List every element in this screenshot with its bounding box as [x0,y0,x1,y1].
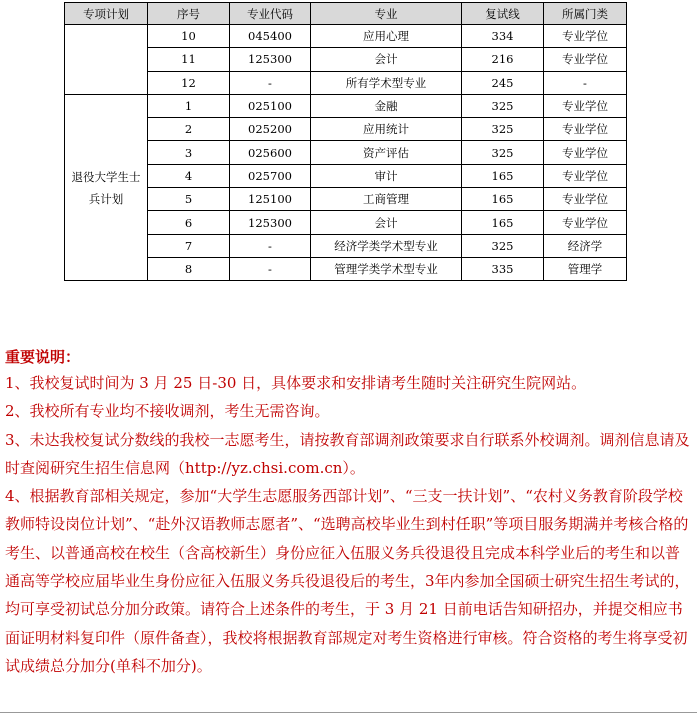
header-code: 专业代码 [230,3,311,25]
cell-category: 专业学位 [544,164,627,187]
score-table [64,2,627,281]
table-row [65,25,627,48]
cell-code: - [230,71,311,94]
cell-score: 335 [462,257,544,280]
cell-major: 应用心理 [311,25,462,48]
cell-major: 工商管理 [311,188,462,211]
header-major: 专业 [311,3,462,25]
table-row [65,71,627,94]
cell-score: 245 [462,71,544,94]
cell-index: 1 [148,94,230,117]
table-row [65,94,627,117]
cell-code: 125300 [230,48,311,71]
cell-index: 2 [148,118,230,141]
cell-score: 325 [462,118,544,141]
cell-code: 125300 [230,211,311,234]
cell-score: 216 [462,48,544,71]
cell-index: 8 [148,257,230,280]
cell-index: 3 [148,141,230,164]
note-item-1: 1、我校复试时间为 3 月 25 日-30 日，具体要求和安排请考生随时关注研究生院网站。 [5,374,587,392]
table-row [65,188,627,211]
table-row [65,48,627,71]
cell-category: - [544,71,627,94]
cell-major: 管理学类学术型专业 [311,257,462,280]
cell-score: 165 [462,188,544,211]
cell-code: 125100 [230,188,311,211]
table-row [65,211,627,234]
header-score: 复试线 [462,3,544,25]
header-index: 序号 [148,3,230,25]
group-label-empty [65,25,148,95]
cell-index: 10 [148,25,230,48]
cell-score: 325 [462,141,544,164]
cell-category: 专业学位 [544,25,627,48]
cell-category: 专业学位 [544,94,627,117]
cell-index: 6 [148,211,230,234]
cell-score: 165 [462,164,544,187]
cell-code: - [230,257,311,280]
cell-score: 334 [462,25,544,48]
cell-major: 会计 [311,48,462,71]
cell-code: - [230,234,311,257]
cell-score: 325 [462,234,544,257]
cell-code: 045400 [230,25,311,48]
note-item-4: 4、根据教育部相关规定，参加“大学生志愿服务西部计划”、“三支一扶计划”、“农村义务教育阶段学校教师特设岗位计划”、“赴外汉语教师志愿者”、“选聘高校毕业生到村任职”等项目服务期满并考核合格的考生、以普通高校在校生（含高校新生）身份应征入伍服义务兵役退役且完成本科学业后的考生和以普通高等学校应届毕业生身份应征入伍服义务兵役退役后的考生，3年内参加全国硕士研究生招生考试的，均可享受初试总分加分政策。请符合上述条件的考生，于 3 月 21 日前电话告知研招办，并提交相应书面证明材料复印件（原件备查），我校将根据教育部规定对考生资格进行审核。符合资格的考生将享受初试成绩总分加分(单科不加分)。 [5,487,690,675]
important-notes [5,345,693,680]
cell-score: 165 [462,211,544,234]
cell-major: 所有学术型专业 [311,71,462,94]
cell-index: 11 [148,48,230,71]
cell-category: 经济学 [544,234,627,257]
table-row [65,234,627,257]
cell-code: 025200 [230,118,311,141]
header-category: 所属门类 [544,3,627,25]
cell-category: 管理学 [544,257,627,280]
table-header-row [65,3,627,25]
table-row [65,164,627,187]
cell-category: 专业学位 [544,48,627,71]
cell-index: 4 [148,164,230,187]
cell-index: 7 [148,234,230,257]
cell-code: 025600 [230,141,311,164]
cell-code: 025700 [230,164,311,187]
cell-category: 专业学位 [544,118,627,141]
cell-score: 325 [462,94,544,117]
cell-major: 资产评估 [311,141,462,164]
group-label-veteran [65,94,148,280]
table-row [65,257,627,280]
note-item-2: 2、我校所有专业均不接收调剂，考生无需咨询。 [5,402,330,421]
cell-major: 审计 [311,164,462,187]
cell-category: 专业学位 [544,188,627,211]
cell-category: 专业学位 [544,211,627,234]
header-plan: 专项计划 [65,3,148,25]
cell-major: 会计 [311,211,462,234]
group-label-line1: 退役大学生士 [71,169,141,184]
cell-index: 12 [148,71,230,94]
note-item-3: 3、未达我校复试分数线的我校一志愿考生，请按教育部调剂政策要求自行联系外校调剂。调剂信息请及时查阅研究生招生信息网（http://yz.chsi.com.cn）。 [5,430,690,477]
bottom-divider [0,712,697,713]
group-label-line2: 兵计划 [88,191,124,206]
notes-heading: 重要说明： [5,348,81,366]
cell-category: 专业学位 [544,141,627,164]
cell-index: 5 [148,188,230,211]
cell-major: 应用统计 [311,118,462,141]
table-row [65,141,627,164]
cell-major: 经济学类学术型专业 [311,234,462,257]
cell-major: 金融 [311,94,462,117]
cell-code: 025100 [230,94,311,117]
table-row [65,118,627,141]
